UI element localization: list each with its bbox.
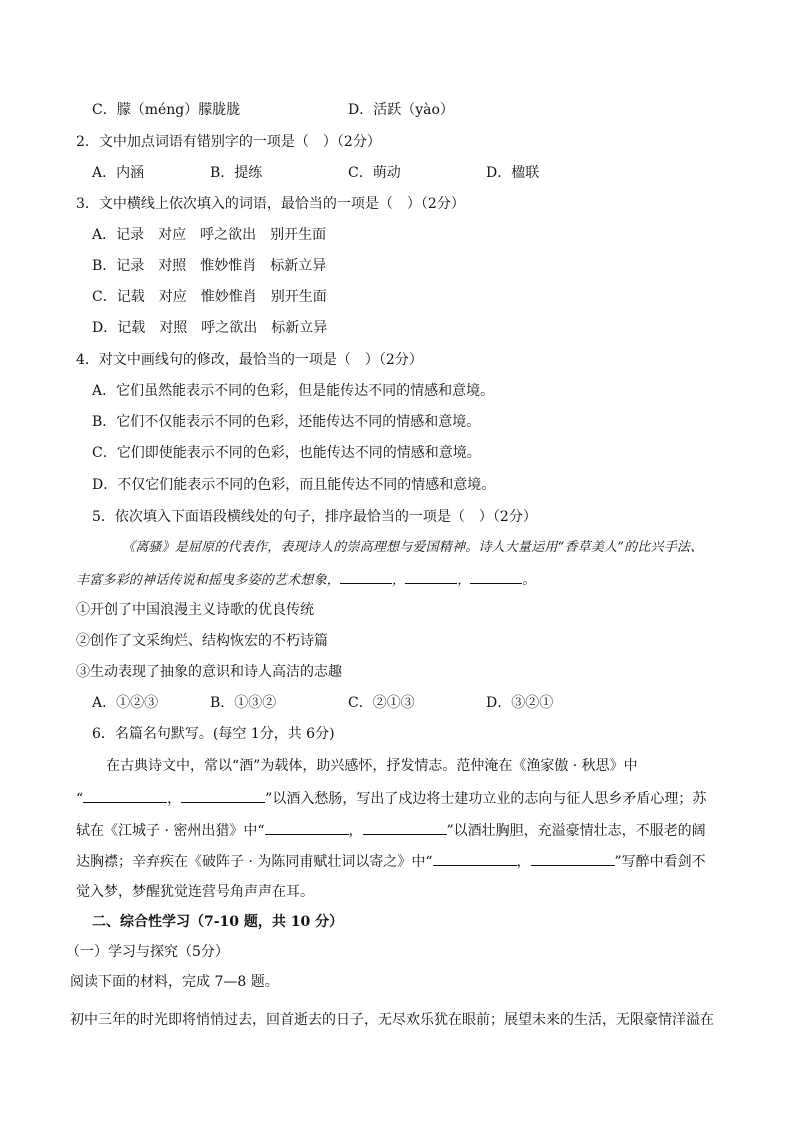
q6-line2-rest: ”以酒入愁肠，写出了戍边将士建功立业的志向与征人思乡矛盾心理；苏 — [265, 791, 707, 807]
q3-option-c: C．记载 对应 惟妙惟肖 别开生面 — [92, 289, 327, 305]
section2-subtitle: （一）学习与探究（5分） — [66, 944, 229, 960]
q2-option-d: D．楹联 — [486, 165, 540, 181]
q6-blank-2 — [181, 788, 265, 803]
q6-line4-rest: ”写醉中看剑不 — [614, 854, 706, 870]
q6-line1: 在古典诗文中，常以“酒”为载体，助兴感怀，抒发情志。范仲淹在《渔家傲 · 秋思》中 — [106, 758, 638, 774]
q6-comma-2: ， — [348, 823, 363, 839]
q5-option-c: C．②①③ — [348, 695, 415, 711]
q6-comma-1: ， — [167, 791, 182, 807]
q6-line3 — [76, 820, 706, 841]
q2-stem: 2．文中加点词语有错别字的一项是（ ）（2分） — [76, 134, 381, 150]
q3-stem: 3．文中横线上依次填入的词语，最恰当的一项是（ ）（2分） — [76, 196, 465, 212]
q6-blank-3 — [265, 820, 349, 835]
q5-option-a: A．①②③ — [92, 695, 159, 711]
section2-paragraph: 初中三年的时光即将悄悄过去，回首逝去的日子，无尽欢乐犹在眼前；展望未来的生活，无限豪情洋溢在 — [70, 1012, 714, 1028]
q6-line5: 觉入梦，梦醒犹觉连营号角声声在耳。 — [76, 884, 314, 900]
q3-option-d: D．记载 对照 呼之欲出 标新立异 — [92, 320, 328, 336]
q1-option-c: C．朦（méng）朦胧胧 — [92, 102, 241, 118]
q5-passage-line1: 《离骚》是屈原的代表作，表现诗人的崇高理想与爱国精神。诗人大量运用“香草美人”的比兴手法、 — [122, 540, 704, 555]
q2-option-a: A．内涵 — [92, 165, 145, 181]
q6-line3-rest: ”以酒壮胸胆，充溢豪情壮志，不服老的阔 — [446, 823, 706, 839]
section2-title: 二、综合性学习（7-10 题，共 10 分） — [92, 914, 344, 930]
q3-option-b: B．记录 对照 惟妙惟肖 标新立异 — [92, 258, 327, 274]
q6-blank-6 — [531, 851, 615, 866]
q6-stem: 6．名篇名句默写。(每空 1分，共 6分) — [92, 726, 335, 742]
q5-sep-1: ， — [392, 573, 406, 588]
q1-option-d: D．活跃（yào） — [348, 102, 454, 118]
q6-line4-prefix: 达胸襟；辛弃疾在《破阵子 · 为陈同甫赋壮词以寄之》中“ — [76, 854, 433, 870]
q6-comma-3: ， — [516, 854, 531, 870]
q6-blank-1 — [83, 788, 167, 803]
q2-option-c: C．萌动 — [348, 165, 401, 181]
q5-item-3: ③生动表现了抽象的意识和诗人高洁的志趣 — [76, 664, 342, 680]
q5-passage-prefix: 丰富多彩的神话传说和摇曳多姿的艺术想象， — [76, 573, 341, 588]
q5-option-d: D．③②① — [486, 695, 554, 711]
q4-option-c: C．它们即使能表示不同的色彩，也能传达不同的情感和意境。 — [92, 445, 481, 461]
q5-blank-2 — [405, 569, 457, 584]
q5-item-2: ②创作了文采绚烂、结构恢宏的不朽诗篇 — [76, 633, 328, 649]
q4-option-b: B．它们不仅能表示不同的色彩，还能传达不同的情感和意境。 — [92, 414, 481, 430]
q5-blank-1 — [340, 569, 392, 584]
q6-line2 — [76, 788, 706, 809]
q6-quote-open: “ — [76, 791, 84, 807]
q5-option-b: B．①③② — [210, 695, 277, 711]
q6-line3-prefix: 轼在《江城子 · 密州出猎》中“ — [76, 823, 265, 839]
q2-option-b: B．提练 — [210, 165, 263, 181]
q6-line4 — [76, 851, 706, 872]
q4-option-d: D．不仅它们能表示不同的色彩，而且能传达不同的情感和意境。 — [92, 477, 496, 493]
q4-option-a: A．它们虽然能表示不同的色彩，但是能传达不同的情感和意境。 — [92, 383, 495, 399]
q5-end: 。 — [522, 573, 536, 588]
q5-blank-3 — [470, 569, 522, 584]
q3-option-a: A．记录 对应 呼之欲出 别开生面 — [92, 227, 327, 243]
q6-blank-4 — [363, 820, 447, 835]
q6-blank-5 — [433, 851, 517, 866]
q5-passage-line2 — [76, 569, 536, 591]
q5-stem: 5．依次填入下面语段横线处的句子，排序最恰当的一项是（ ）（2分） — [92, 509, 537, 525]
q5-item-1: ①开创了中国浪漫主义诗歌的优良传统 — [76, 602, 314, 618]
q4-stem: 4．对文中画线句的修改，最恰当的一项是（ ）（2分） — [76, 352, 423, 368]
section2-instruction: 阅读下面的材料，完成 7—8 题。 — [70, 974, 279, 990]
q5-sep-2: ， — [457, 573, 471, 588]
